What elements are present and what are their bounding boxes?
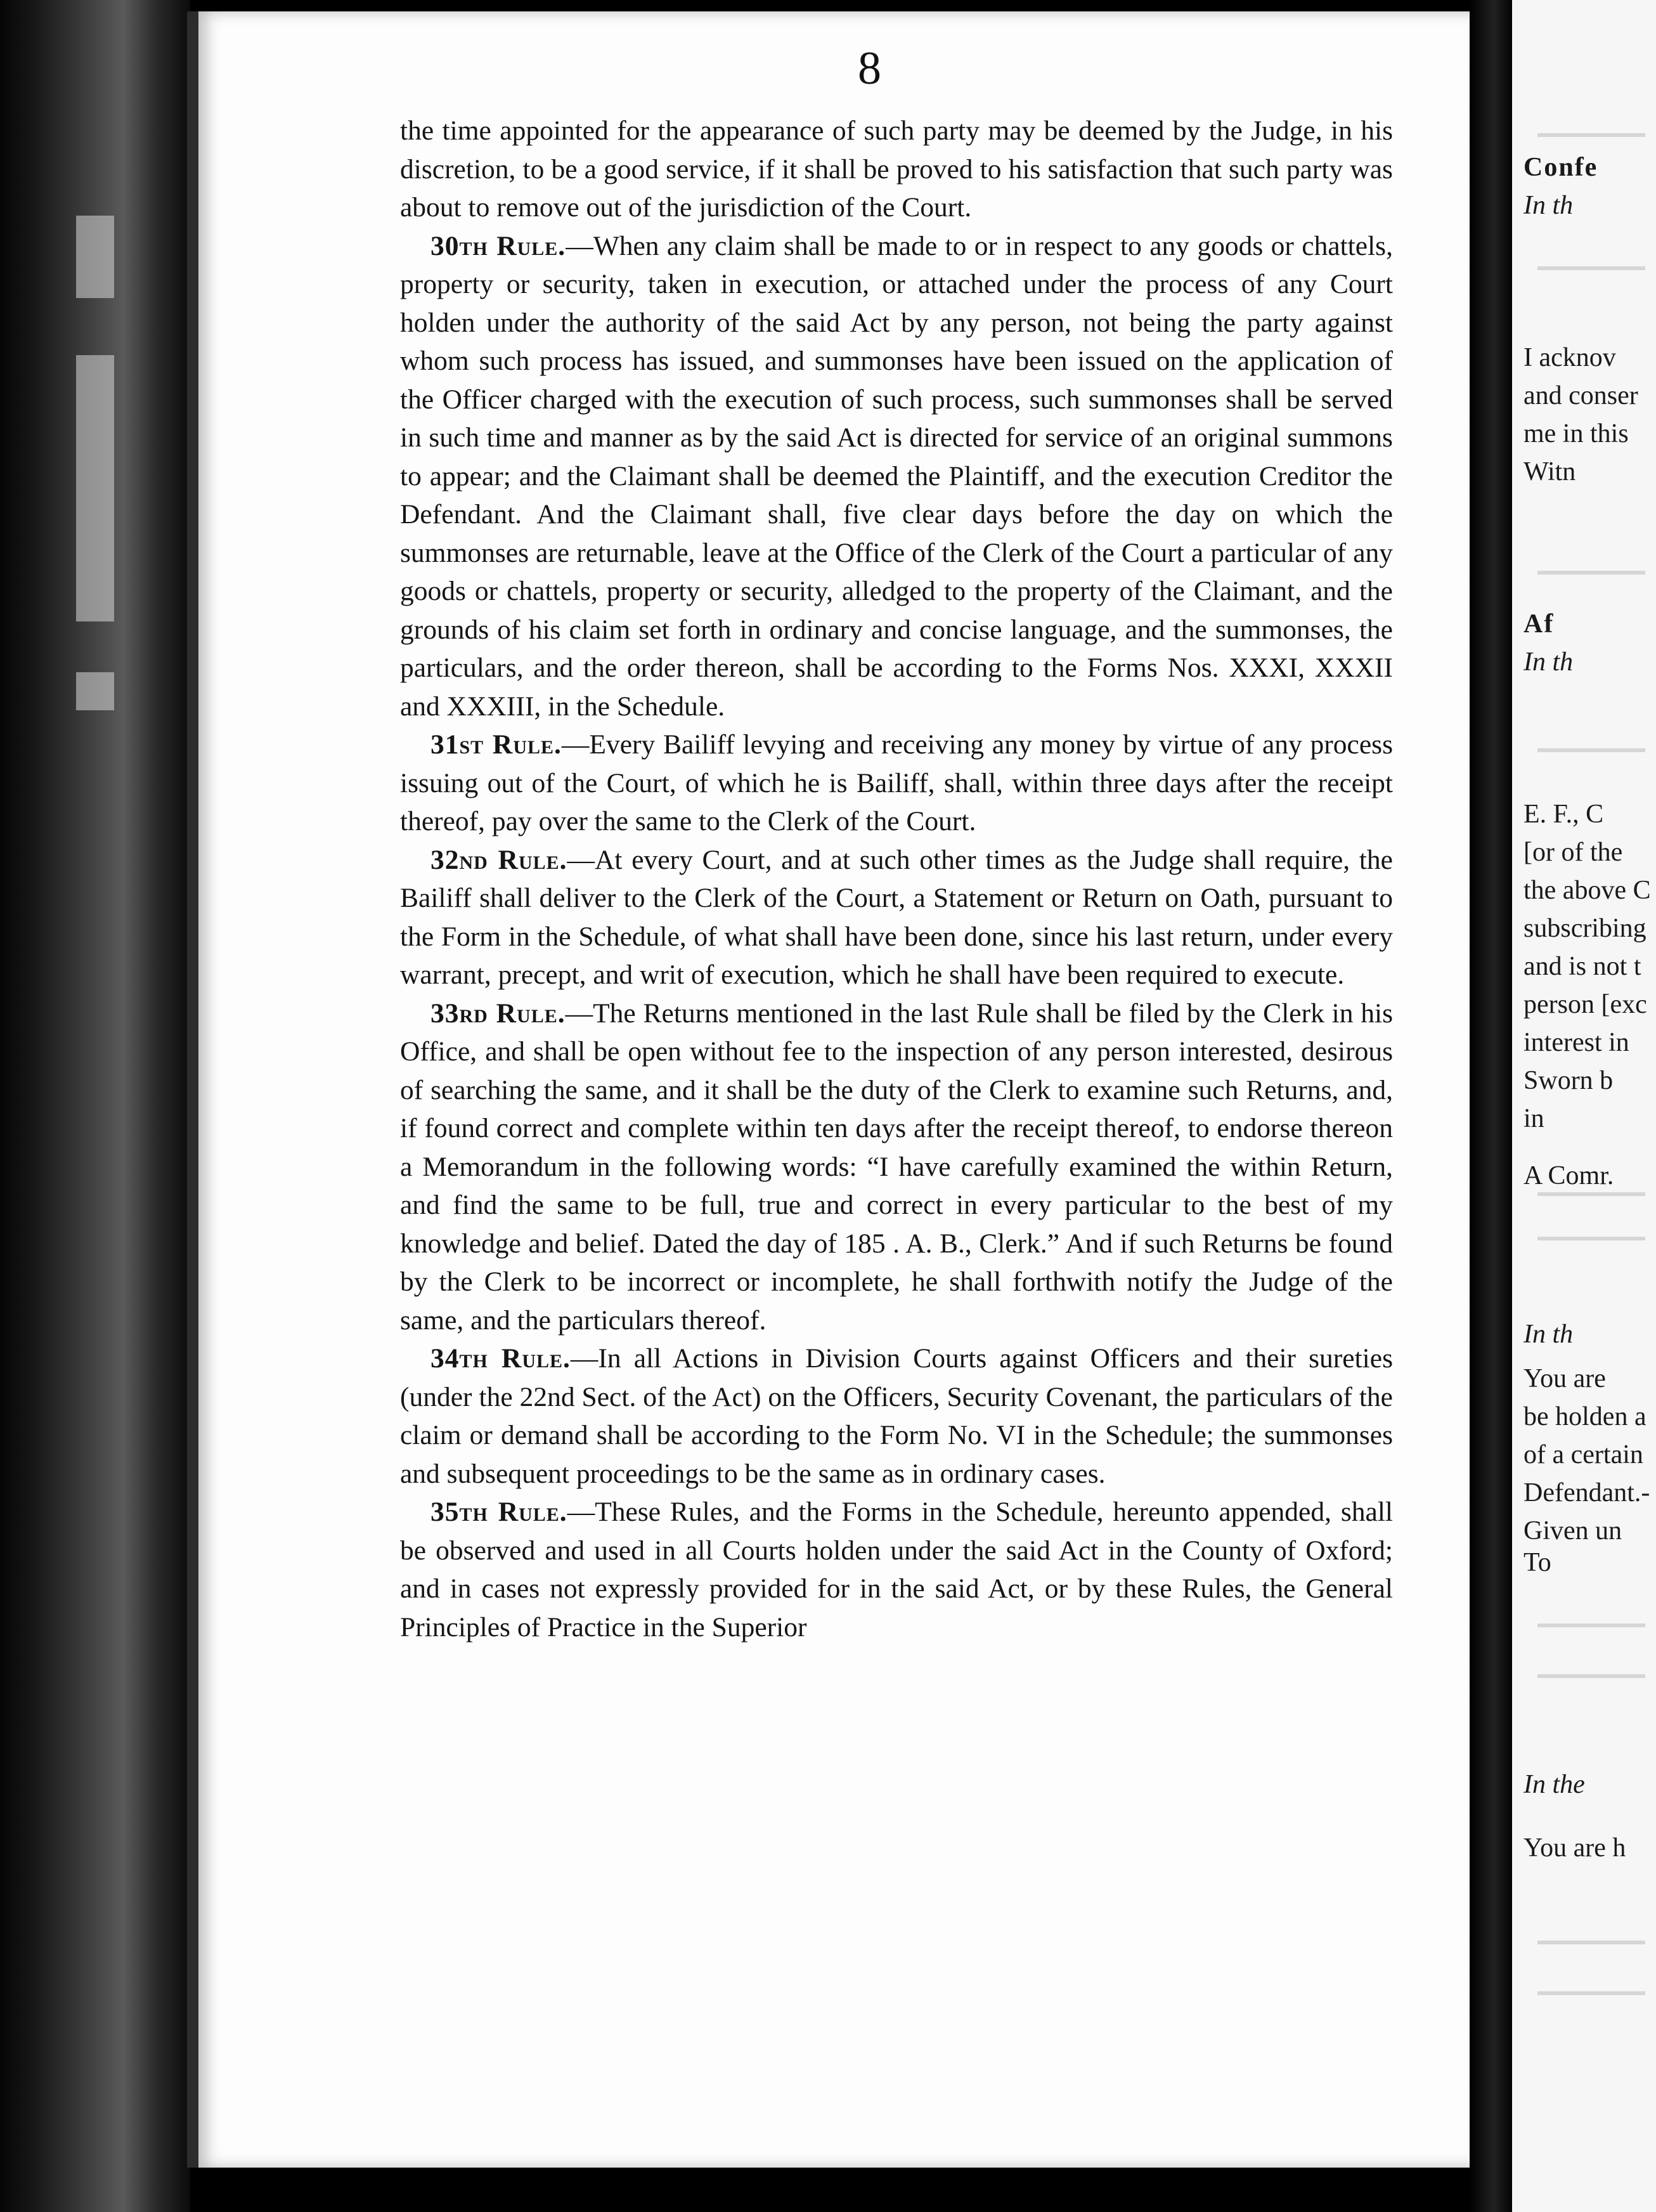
- facing-page-text-fragment: In th: [1523, 647, 1574, 677]
- show-through-line: [1537, 1941, 1645, 1944]
- facing-page-text-fragment: Confe: [1523, 153, 1598, 182]
- show-through-line: [1537, 748, 1645, 752]
- facing-page-text-fragment: and conser: [1523, 381, 1638, 410]
- facing-page: [1512, 0, 1656, 2212]
- rule-text: —At every Court, and at such other times as the Judge shall require, the Bailiff shall deliver to the Clerk of the Court, a Statement or Return on Oath, pursuant to the Form in the Schedule, of what shall have been done, since his last return, under every warrant, precept, and writ of execution, which he shall have been required to execute.: [400, 844, 1393, 990]
- facing-page-text-fragment: me in this: [1523, 419, 1629, 448]
- facing-page-text-fragment: Given un: [1523, 1516, 1622, 1545]
- show-through-line: [1537, 1674, 1645, 1678]
- facing-page-text-fragment: In the: [1523, 1770, 1585, 1799]
- rule-text: —Every Bailiff levying and receiving any money by virtue of any process issuing out of the Court, of which he is Bailiff, shall, within three days after the receipt thereof, pay over the same to the Clerk of the Court.: [400, 729, 1393, 836]
- facing-page-text-fragment: be holden a: [1523, 1402, 1646, 1431]
- show-through-line: [1537, 266, 1645, 270]
- facing-page-text-fragment: To: [1523, 1548, 1551, 1577]
- show-through-line: [1537, 1237, 1645, 1240]
- show-through-line: [1537, 571, 1645, 575]
- rule-paragraph: [400, 994, 1393, 1340]
- rule-paragraph: [400, 725, 1393, 841]
- facing-page-text-fragment: E. F., C: [1523, 800, 1604, 829]
- facing-page-text-fragment: Af: [1523, 609, 1555, 639]
- page-number: 8: [858, 42, 881, 94]
- facing-page-text-fragment: and is not t: [1523, 952, 1641, 981]
- facing-page-text-fragment: Sworn b: [1523, 1066, 1614, 1095]
- facing-page-text-fragment: You are: [1523, 1364, 1606, 1393]
- facing-page-text-fragment: the above C: [1523, 876, 1651, 905]
- spine-wear-mark: [76, 216, 114, 298]
- rule-text: —The Returns mentioned in the last Rule shall be filed by the Clerk in his Office, and shall be open without fee to the inspection of any person interested, desirous of searching the same, and it shall be the duty of the Clerk to examine such Returns, and, if found correct and complete within ten days after the receipt thereof, to endorse thereon a Memorandum in the following words: “I have carefully examined the within Return, and find the same to be full, true and correct in every particular to the best of my knowledge and belief. Dated the day of 185 . A. B., Clerk.” And if such Returns be found by the Clerk to be incorrect or incomplete, he shall forthwith notify the Judge of the same, and the particulars thereof.: [400, 998, 1393, 1336]
- rule-paragraph: [400, 227, 1393, 726]
- rule-heading: 33rd Rule.: [430, 998, 566, 1029]
- facing-page-text-fragment: in: [1523, 1104, 1544, 1133]
- book-spine: [0, 0, 190, 2212]
- facing-page-text-fragment: Witn: [1523, 457, 1576, 486]
- rule-text: the time appointed for the appearance of such party may be deemed by the Judge, in his discretion, to be a good service, if it shall be proved to his satisfaction that such party was about to remove out of the jurisdiction of the Court.: [400, 115, 1393, 223]
- facing-page-text-fragment: In th: [1523, 1320, 1574, 1349]
- facing-page-text-fragment: [or of the: [1523, 838, 1623, 867]
- rule-heading: 30th Rule.: [430, 230, 566, 261]
- show-through-line: [1537, 1192, 1645, 1196]
- facing-page-text-fragment: Defendant.-: [1523, 1478, 1650, 1507]
- facing-page-text-fragment: subscribing: [1523, 914, 1646, 943]
- facing-page-text-fragment: interest in: [1523, 1028, 1629, 1057]
- rule-paragraph: [400, 841, 1393, 994]
- left-page: [187, 11, 1494, 2168]
- rule-text: —In all Actions in Division Courts against Officers and their sureties (under the 22nd Sect. of the Act) on the Officers, Security Covenant, the particulars of the claim or demand shall be according to the Form No. VI in the Schedule; the summonses and subsequent proceedings to be the same as in ordinary cases.: [400, 1343, 1393, 1489]
- show-through-line: [1537, 1623, 1645, 1627]
- show-through-line: [1537, 133, 1645, 137]
- body-text: [400, 112, 1393, 1646]
- rule-paragraph: [400, 1339, 1393, 1493]
- spine-wear-mark: [76, 672, 114, 710]
- page-gutter: [1470, 0, 1514, 2212]
- facing-page-text-fragment: I acknov: [1523, 343, 1616, 372]
- rule-heading: 32nd Rule.: [430, 844, 567, 875]
- rule-text: —When any claim shall be made to or in respect to any goods or chattels, property or security, taken in execution, or attached under the process of any Court holden under the authority of the said Act by any person, not being the party against whom such process has issued, and summonses have been issued on the application of the Officer charged with the execution of such process, such summonses shall be served in such time and manner as by the said Act is directed for service of an original summons to appear; and the Claimant shall be deemed the Plaintiff, and the execution Creditor the Defendant. And the Claimant shall, five clear days before the day on which the summonses are returnable, leave at the Office of the Clerk of the Court a particular of any goods or chattels, property or security, alledged to the property of the Claimant, and the grounds of his claim set forth in ordinary and concise language, and the summonses, the particulars, and the order thereon, shall be according to the Forms Nos. XXXI, XXXII and XXXIII, in the Schedule.: [400, 230, 1393, 722]
- show-through-line: [1537, 1991, 1645, 1995]
- facing-page-text-fragment: In th: [1523, 191, 1574, 220]
- spine-wear-mark: [76, 355, 114, 621]
- facing-page-text-fragment: person [exc: [1523, 990, 1647, 1019]
- rule-heading: 31st Rule.: [430, 729, 562, 760]
- facing-page-text-fragment: A Comr.: [1523, 1161, 1614, 1190]
- facing-page-text-fragment: You are h: [1523, 1833, 1626, 1863]
- continued-paragraph: [400, 112, 1393, 227]
- rule-heading: 35th Rule.: [430, 1497, 567, 1527]
- rule-paragraph: [400, 1493, 1393, 1646]
- rule-heading: 34th Rule.: [430, 1343, 571, 1374]
- facing-page-text-fragment: of a certain: [1523, 1440, 1643, 1469]
- rule-text: —These Rules, and the Forms in the Schedule, hereunto appended, shall be observed and used in all Courts holden under the said Act in the County of Oxford; and in cases not expressly provided for in the said Act, or by these Rules, the General Principles of Practice in the Superior: [400, 1497, 1393, 1643]
